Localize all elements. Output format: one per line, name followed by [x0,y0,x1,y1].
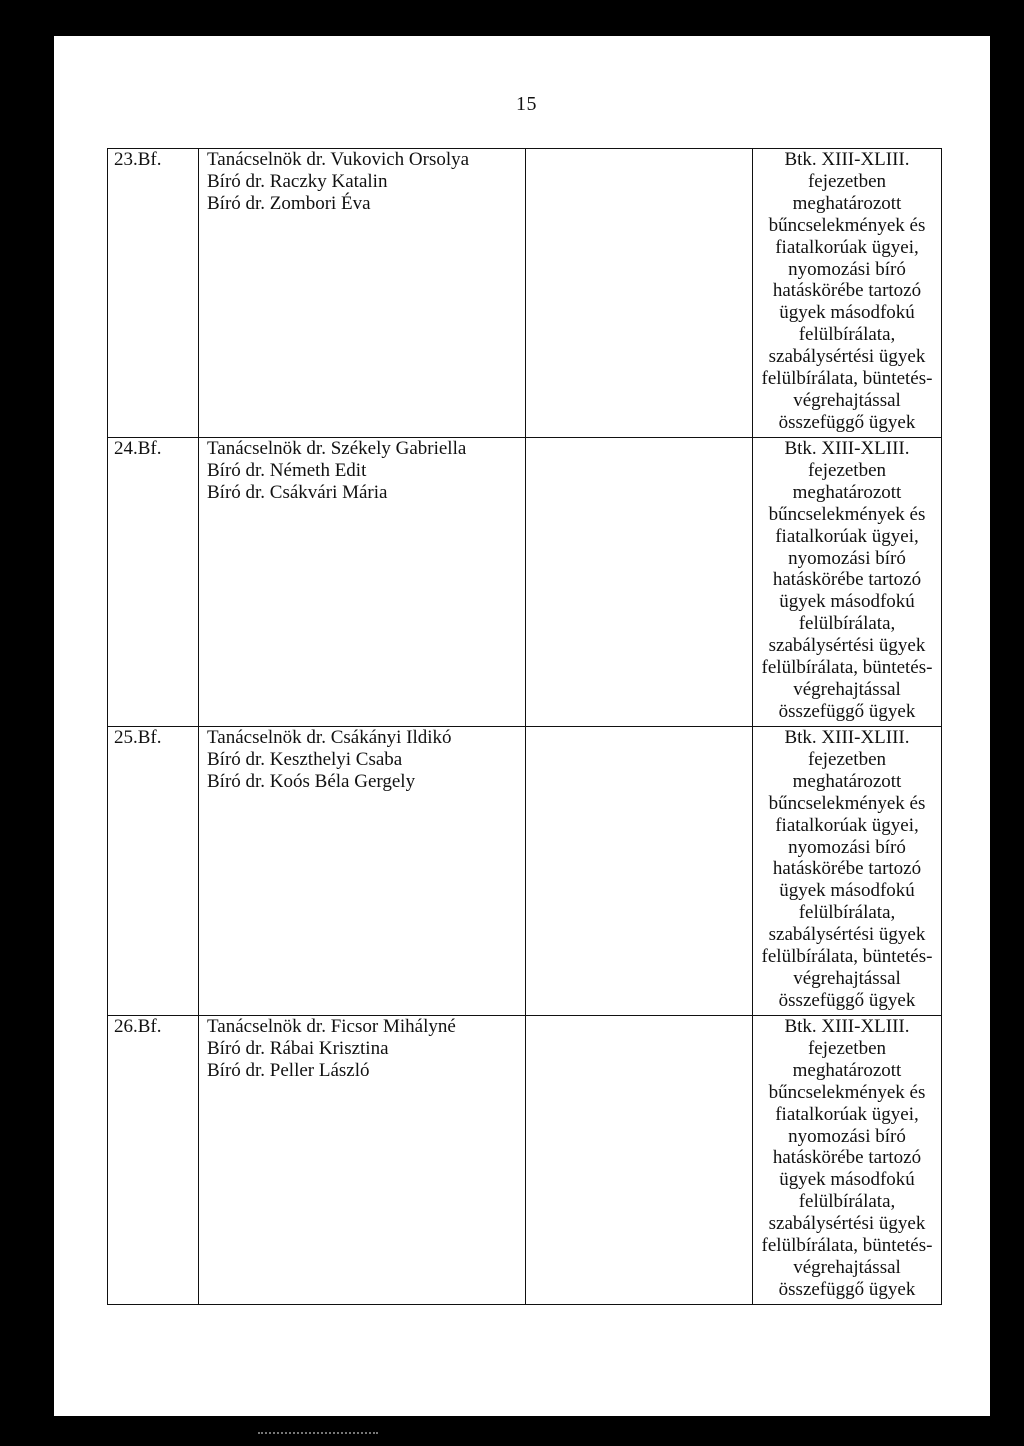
scope-line: fiatalkorúak ügyei, [775,236,919,258]
scope-line: felülbírálata, [798,613,896,635]
empty-cell [526,1016,753,1305]
page-number: 15 [516,93,537,115]
panel-judge: Bíró dr. Zombori Éva [207,192,371,214]
case-scope-cell [753,1016,942,1305]
scope-line: meghatározott [792,770,902,792]
panel-judge: Bíró dr. Peller László [207,1059,370,1081]
panel-code: 24.Bf. [114,438,162,459]
scope-line: összefüggő ügyek [778,1278,916,1300]
scope-line: bűncselekmények és [768,214,926,236]
panel-members-cell [199,438,526,727]
scope-line: Btk. XIII-XLIII. [784,438,910,459]
scope-line: nyomozási bíró [788,1125,906,1147]
scope-line: felülbírálata, [798,324,896,346]
scope-line: összefüggő ügyek [778,411,916,433]
scope-line: meghatározott [792,481,902,503]
case-scope-cell [753,727,942,1016]
panel-code: 26.Bf. [114,1016,162,1037]
scan-artifact [258,1432,378,1436]
scope-line: ügyek másodfokú [779,302,915,324]
scope-line: felülbírálata, [798,1191,896,1213]
empty-cell [526,438,753,727]
empty-cell [526,727,753,1016]
scope-line: összefüggő ügyek [778,989,916,1011]
panel-chair: Tanácselnök dr. Vukovich Orsolya [207,149,470,170]
scope-line: fejezetben [807,459,887,481]
scope-line: bűncselekmények és [768,792,926,814]
scope-line: bűncselekmények és [768,503,926,525]
panel-code-cell [108,438,199,727]
panel-code-cell [108,1016,199,1305]
table-row [108,438,942,727]
panel-chair: Tanácselnök dr. Csákányi Ildikó [207,727,452,748]
panel-judge: Bíró dr. Csákvári Mária [207,481,388,503]
empty-cell [526,149,753,438]
panel-chair: Tanácselnök dr. Székely Gabriella [207,438,467,459]
scope-line: bűncselekmények és [768,1081,926,1103]
scope-line: szabálysértési ügyek [768,924,926,946]
scope-line: végrehajtással [793,1256,901,1278]
scope-line: hatáskörébe tartozó [772,858,922,880]
panel-members-cell [199,727,526,1016]
scope-line: felülbírálata, büntetés- [761,368,933,390]
scope-line: ügyek másodfokú [779,880,915,902]
scope-line: ügyek másodfokú [779,1169,915,1191]
panel-code-cell [108,727,199,1016]
scope-line: felülbírálata, büntetés- [761,946,933,968]
panel-judge: Bíró dr. Raczky Katalin [207,170,388,192]
scope-line: szabálysértési ügyek [768,635,926,657]
panel-code: 23.Bf. [114,149,162,170]
scope-line: szabálysértési ügyek [768,346,926,368]
scope-line: Btk. XIII-XLIII. [784,1016,910,1037]
scope-line: fiatalkorúak ügyei, [775,1103,919,1125]
scope-line: felülbírálata, büntetés- [761,657,933,679]
scope-line: fejezetben [807,748,887,770]
table-row [108,1016,942,1305]
scope-line: hatáskörébe tartozó [772,1147,922,1169]
scope-line: hatáskörébe tartozó [772,280,922,302]
table-row [108,149,942,438]
case-scope-cell [753,149,942,438]
scope-line: felülbírálata, büntetés- [761,1235,933,1257]
scope-line: meghatározott [792,192,902,214]
table-row [108,727,942,1016]
panel-judge: Bíró dr. Rábai Krisztina [207,1037,389,1059]
panel-judge: Bíró dr. Keszthelyi Csaba [207,748,403,770]
panel-schedule-table [107,148,942,1305]
panel-code-cell [108,149,199,438]
scope-line: fejezetben [807,1037,887,1059]
panel-code: 25.Bf. [114,727,162,748]
scope-line: nyomozási bíró [788,258,906,280]
scope-line: ügyek másodfokú [779,591,915,613]
scope-line: fiatalkorúak ügyei, [775,814,919,836]
scope-line: felülbírálata, [798,902,896,924]
scope-line: összefüggő ügyek [778,700,916,722]
scope-line: nyomozási bíró [788,547,906,569]
scope-line: végrehajtással [793,678,901,700]
panel-chair: Tanácselnök dr. Ficsor Mihályné [207,1016,456,1037]
panel-members-cell [199,149,526,438]
scope-line: szabálysértési ügyek [768,1213,926,1235]
scope-line: Btk. XIII-XLIII. [784,727,910,748]
scope-line: fiatalkorúak ügyei, [775,525,919,547]
scope-line: végrehajtással [793,389,901,411]
scope-line: meghatározott [792,1059,902,1081]
panel-judge: Bíró dr. Koós Béla Gergely [207,770,416,792]
scope-line: Btk. XIII-XLIII. [784,149,910,170]
scope-line: nyomozási bíró [788,836,906,858]
scope-line: fejezetben [807,170,887,192]
panel-members-cell [199,1016,526,1305]
scope-line: végrehajtással [793,967,901,989]
panel-judge: Bíró dr. Németh Edit [207,459,367,481]
scope-line: hatáskörébe tartozó [772,569,922,591]
case-scope-cell [753,438,942,727]
